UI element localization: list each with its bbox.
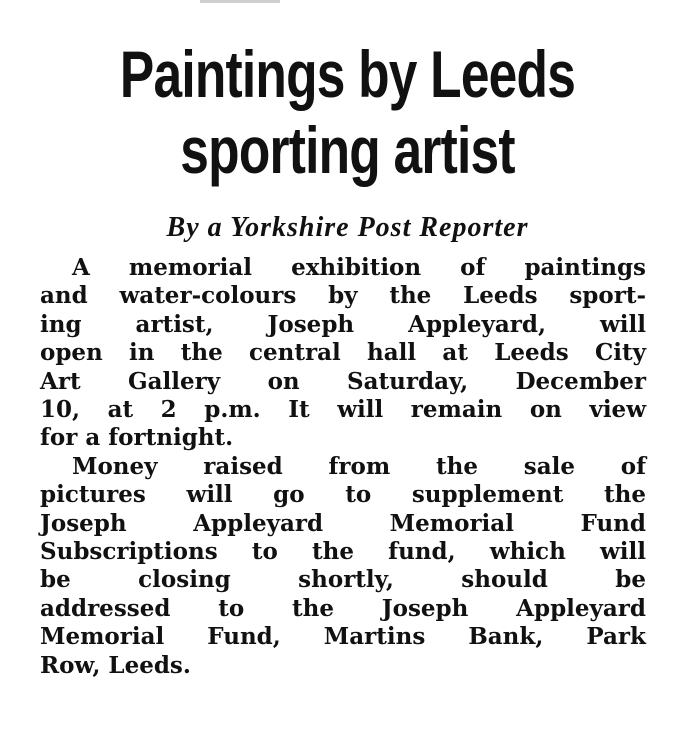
article-body	[40, 254, 646, 680]
article-paragraph-1	[40, 254, 646, 453]
body-line: and water-colours by the Leeds sport-	[40, 282, 646, 310]
body-line: ing artist, Joseph Appleyard, will	[40, 310, 646, 338]
body-line: for a fortnight.	[40, 424, 234, 452]
body-line: Memorial Fund, Martins Bank, Park	[40, 623, 646, 651]
article-paragraph-2	[40, 453, 646, 680]
body-line: addressed to the Joseph Appleyard	[40, 594, 646, 622]
body-line: be closing shortly, should be	[40, 566, 646, 594]
body-line: pictures will go to supplement the	[40, 481, 646, 509]
top-rule-divider	[200, 0, 280, 3]
article-headline	[92, 36, 603, 188]
body-line: Joseph Appleyard Memorial Fund	[40, 509, 646, 537]
body-line: Money raised from the sale of	[72, 452, 646, 480]
article-byline: By a Yorkshire Post Reporter	[166, 212, 529, 243]
body-line: Row, Leeds.	[40, 651, 191, 679]
headline-line: Paintings by Leeds	[119, 37, 576, 111]
body-line: Art Gallery on Saturday, December	[40, 367, 646, 395]
body-line: Subscriptions to the fund, which will	[40, 538, 646, 566]
body-line: 10, at 2 p.m. It will remain on view	[40, 396, 646, 424]
body-line: open in the central hall at Leeds City	[40, 339, 646, 367]
headline-line: sporting artist	[180, 113, 515, 187]
body-line: A memorial exhibition of paintings	[72, 254, 646, 281]
